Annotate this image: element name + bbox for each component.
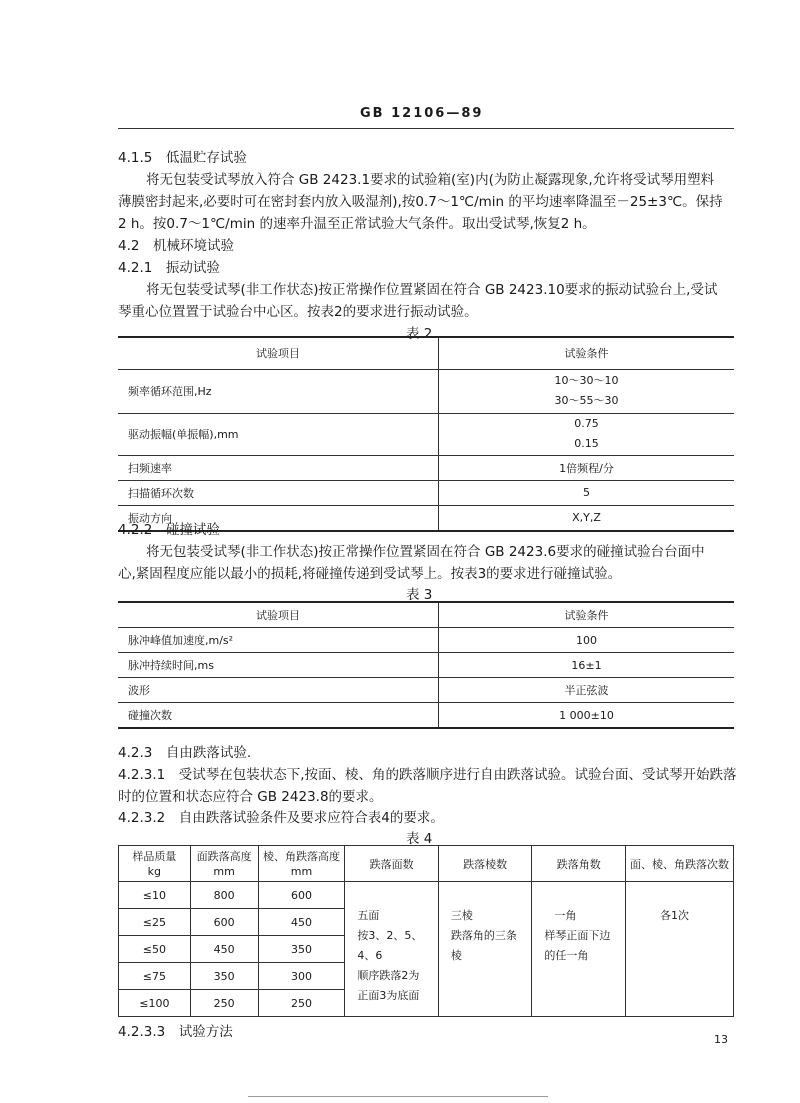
section-4-2-3-2: 4.2.3.2 自由跌落试验条件及要求应符合表4的要求。 [118, 810, 444, 826]
table-3-row-condition: 半正弦波 [439, 678, 735, 703]
table-4-row-edge-height: 350 [258, 936, 345, 963]
table-3-header-condition: 试验条件 [439, 602, 735, 628]
table-2-row-condition: X,Y,Z [439, 505, 735, 531]
table-2-row-item: 振动方向 [128, 511, 172, 525]
table-4-count-cell: 各1次 [626, 882, 734, 1017]
table-4-caption: 表 4 [406, 831, 433, 847]
table-2-row-condition: 1倍频程/分 [439, 455, 735, 480]
table-4-row-mass: ≤50 [119, 936, 191, 963]
table-3-row-item: 脉冲峰值加速度,m/s² [118, 628, 439, 653]
section-4-2-1-line-1: 将无包装受试琴(非工作状态)按正常操作位置紧固在符合 GB 2423.10要求的振动试验台上,受试 [146, 282, 718, 298]
table-4-row-mass: ≤10 [119, 882, 191, 909]
section-4-1-5-line-3: 2 h。按0.7～1℃/min 的速率升温至正常试验大气条件。取出受试琴,恢复2 h。 [118, 216, 596, 232]
section-4-1-5-heading: 4.1.5 低温贮存试验 [118, 150, 247, 166]
table-2-header-item: 试验项目 [118, 337, 439, 369]
table-4-row-mass: ≤100 [119, 990, 191, 1017]
section-4-2-3-1-line-1: 4.2.3.1 受试琴在包装状态下,按面、棱、角的跌落顺序进行自由跌落试验。试验台面、受试琴开始跌落 [118, 767, 737, 783]
section-4-2-2-heading: 4.2.2 碰撞试验 [118, 522, 220, 538]
table-4-row-face-height: 350 [190, 963, 258, 990]
table-4-row-edge-height: 250 [258, 990, 345, 1017]
table-4-row-face-height: 250 [190, 990, 258, 1017]
section-4-2-2-line-1: 将无包装受试琴(非工作状态)按正常操作位置紧固在符合 GB 2423.6要求的碰撞试验台台面中 [146, 544, 705, 560]
table-3-row-item: 波形 [118, 678, 439, 703]
section-4-2-3-1-line-2: 时的位置和状态应符合 GB 2423.8的要求。 [118, 789, 383, 805]
section-4-1-5-line-1: 将无包装受试琴放入符合 GB 2423.1要求的试验箱(室)内(为防止凝露现象,允许将受试琴用塑料 [146, 172, 715, 188]
table-4-row-mass: ≤25 [119, 909, 191, 936]
table-2 [118, 336, 734, 532]
table-4-header-mass: 样品质量 kg [119, 846, 191, 882]
table-2-row-item: 扫描循环次数 [118, 480, 439, 505]
table-4-row-edge-height: 600 [258, 882, 345, 909]
table-4-header-edges: 跌落棱数 [438, 846, 532, 882]
header-rule [118, 128, 734, 129]
table-4-header-face-height: 面跌落高度 mm [190, 846, 258, 882]
section-4-2-2-line-2: 心,紧固程度应能以最小的损耗,将碰撞传递到受试琴上。按表3的要求进行碰撞试验。 [118, 566, 622, 582]
table-2-row-item: 频率循环范围,Hz [118, 369, 439, 413]
section-4-2-heading: 4.2 机械环境试验 [118, 238, 234, 254]
table-4-row-face-height: 600 [190, 909, 258, 936]
section-4-1-5-line-2: 薄膜密封起来,必要时可在密封套内放入吸湿剂),按0.7～1℃/min 的平均速率降温至－25±3℃。保持 [118, 194, 723, 210]
table-4-header-faces: 跌落面数 [345, 846, 439, 882]
table-2-caption: 表 2 [406, 326, 433, 342]
table-4-edges-cell: 三棱 跌落角的三条 棱 [438, 882, 532, 1017]
table-4-header-edge-height: 棱、角跌落高度 mm [258, 846, 345, 882]
table-2-row-item: 驱动振幅(单振幅),mm [118, 413, 439, 455]
table-4-row-face-height: 800 [190, 882, 258, 909]
table-2-row-item: 扫频速率 [118, 455, 439, 480]
table-2-header-condition: 试验条件 [439, 337, 735, 369]
table-4-header-count: 面、棱、角跌落次数 [626, 846, 734, 882]
table-3-row-condition: 16±1 [439, 653, 735, 678]
table-4-row-face-height: 450 [190, 936, 258, 963]
table-4-corners-cell: 一角 样琴正面下边 的任一角 [532, 882, 626, 1017]
section-4-2-3-3-heading: 4.2.3.3 试验方法 [118, 1024, 233, 1040]
footer-rule [248, 1096, 548, 1097]
table-3-row-item: 脉冲持续时间,ms [118, 653, 439, 678]
table-3-header-item: 试验项目 [118, 602, 439, 628]
table-2-row-condition: 5 [439, 480, 735, 505]
table-2-row-condition: 0.75 0.15 [439, 413, 735, 455]
section-4-2-3-heading: 4.2.3 自由跌落试验. [118, 745, 252, 761]
table-3-caption: 表 3 [406, 587, 433, 603]
table-4-row-edge-height: 450 [258, 909, 345, 936]
table-3-row-item: 碰撞次数 [128, 709, 172, 722]
table-4 [118, 845, 734, 1017]
section-4-2-1-heading: 4.2.1 振动试验 [118, 260, 220, 276]
table-4-header-corners: 跌落角数 [532, 846, 626, 882]
standard-header: GB 12106—89 [360, 106, 484, 121]
table-4-row-edge-height: 300 [258, 963, 345, 990]
table-3-row-condition: 1 000±10 [439, 703, 735, 729]
page-number: 13 [714, 1033, 728, 1046]
table-4-faces-cell: 五面 按3、2、5、4、6 顺序跌落2为 正面3为底面 [345, 882, 439, 1017]
table-3 [118, 601, 734, 729]
table-3-row-condition: 100 [439, 628, 735, 653]
table-4-row-mass: ≤75 [119, 963, 191, 990]
table-2-row-condition: 10～30～10 30～55～30 [439, 369, 735, 413]
section-4-2-1-line-2: 琴重心位置置于试验台中心区。按表2的要求进行振动试验。 [118, 304, 478, 320]
